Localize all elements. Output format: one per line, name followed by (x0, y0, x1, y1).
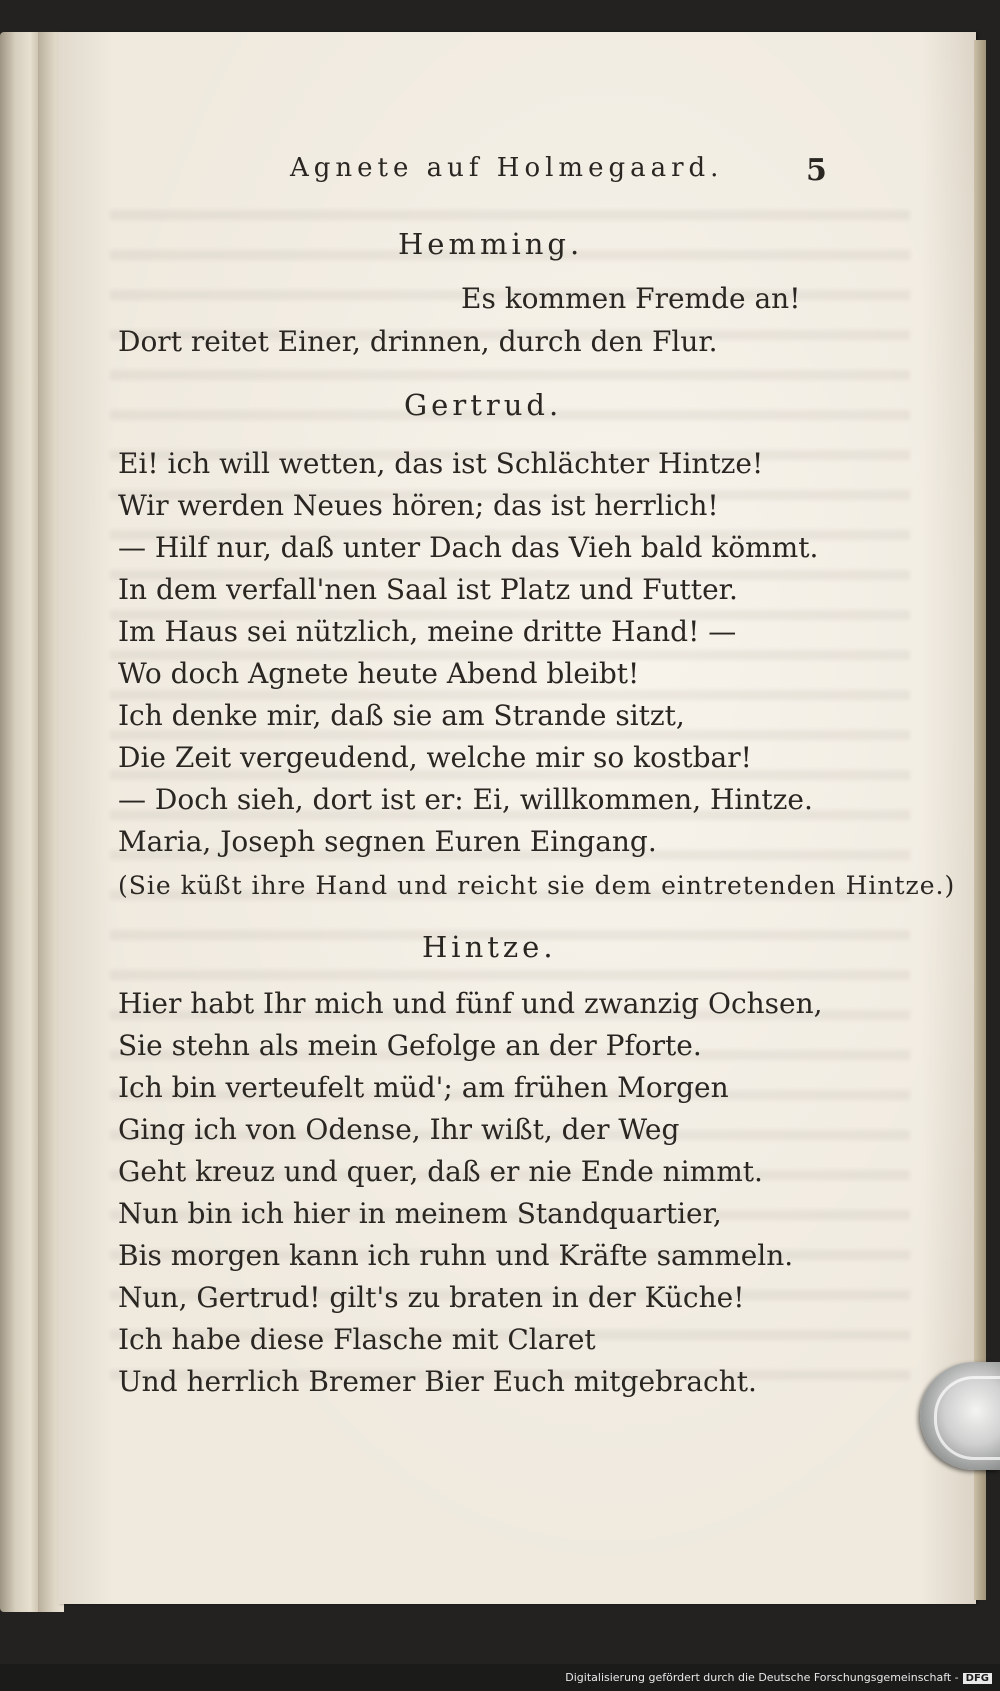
speaker-hintze: Hintze. (422, 930, 557, 964)
speaker-hemming: Hemming. (398, 227, 584, 261)
stage-direction: (Sie küßt ihre Hand und reicht sie dem eintretenden Hintze.) (118, 871, 956, 900)
speaker-gertrud: Gertrud. (404, 388, 563, 422)
verse-line: Maria, Joseph segnen Euren Eingang. (118, 825, 657, 858)
verse-line: — Hilf nur, daß unter Dach das Vieh bald kömmt. (118, 531, 819, 564)
verse-line: — Doch sieh, dort ist er: Ei, willkommen, Hintze. (118, 783, 813, 816)
verse-line: Es kommen Fremde an! (461, 282, 801, 315)
verse-line: Ich habe diese Flasche mit Claret (118, 1323, 596, 1356)
verse-line: Ich bin verteufelt müd'; am frühen Morgen (118, 1071, 729, 1104)
verse-line: Ich denke mir, daß sie am Strande sitzt, (118, 699, 685, 732)
verse-line: Im Haus sei nützlich, meine dritte Hand! — (118, 615, 737, 648)
verse-line: In dem verfall'nen Saal ist Platz und Futter. (118, 573, 738, 606)
verse-line: Die Zeit vergeudend, welche mir so kostbar! (118, 741, 752, 774)
verse-line: Geht kreuz und quer, daß er nie Ende nimmt. (118, 1155, 763, 1188)
verse-line: Ging ich von Odense, Ihr wißt, der Weg (118, 1113, 680, 1146)
verse-line: Dort reitet Einer, drinnen, durch den Flur. (118, 325, 718, 358)
verse-line: Sie stehn als mein Gefolge an der Pforte. (118, 1029, 702, 1062)
verse-line: Nun, Gertrud! gilt's zu braten in der Küche! (118, 1281, 745, 1314)
verse-line: Hier habt Ihr mich und fünf und zwanzig Ochsen, (118, 987, 823, 1020)
running-header: Agnete auf Holmegaard. (290, 153, 724, 183)
page-number: 5 (806, 153, 827, 188)
footer-credit-text: Digitalisierung gefördert durch die Deutsche Forschungsgemeinschaft - (565, 1671, 959, 1684)
dfg-logo: DFG (963, 1673, 992, 1684)
footer-credit (565, 1671, 992, 1684)
verse-line: Ei! ich will wetten, das ist Schlächter Hintze! (118, 447, 764, 480)
verse-line: Nun bin ich hier in meinem Standquartier, (118, 1197, 722, 1230)
verse-line: Und herrlich Bremer Bier Euch mitgebracht. (118, 1365, 757, 1398)
verse-line: Wir werden Neues hören; das ist herrlich! (118, 489, 719, 522)
verse-line: Bis morgen kann ich ruhn und Kräfte sammeln. (118, 1239, 794, 1272)
verse-line: Wo doch Agnete heute Abend bleibt! (118, 657, 640, 690)
